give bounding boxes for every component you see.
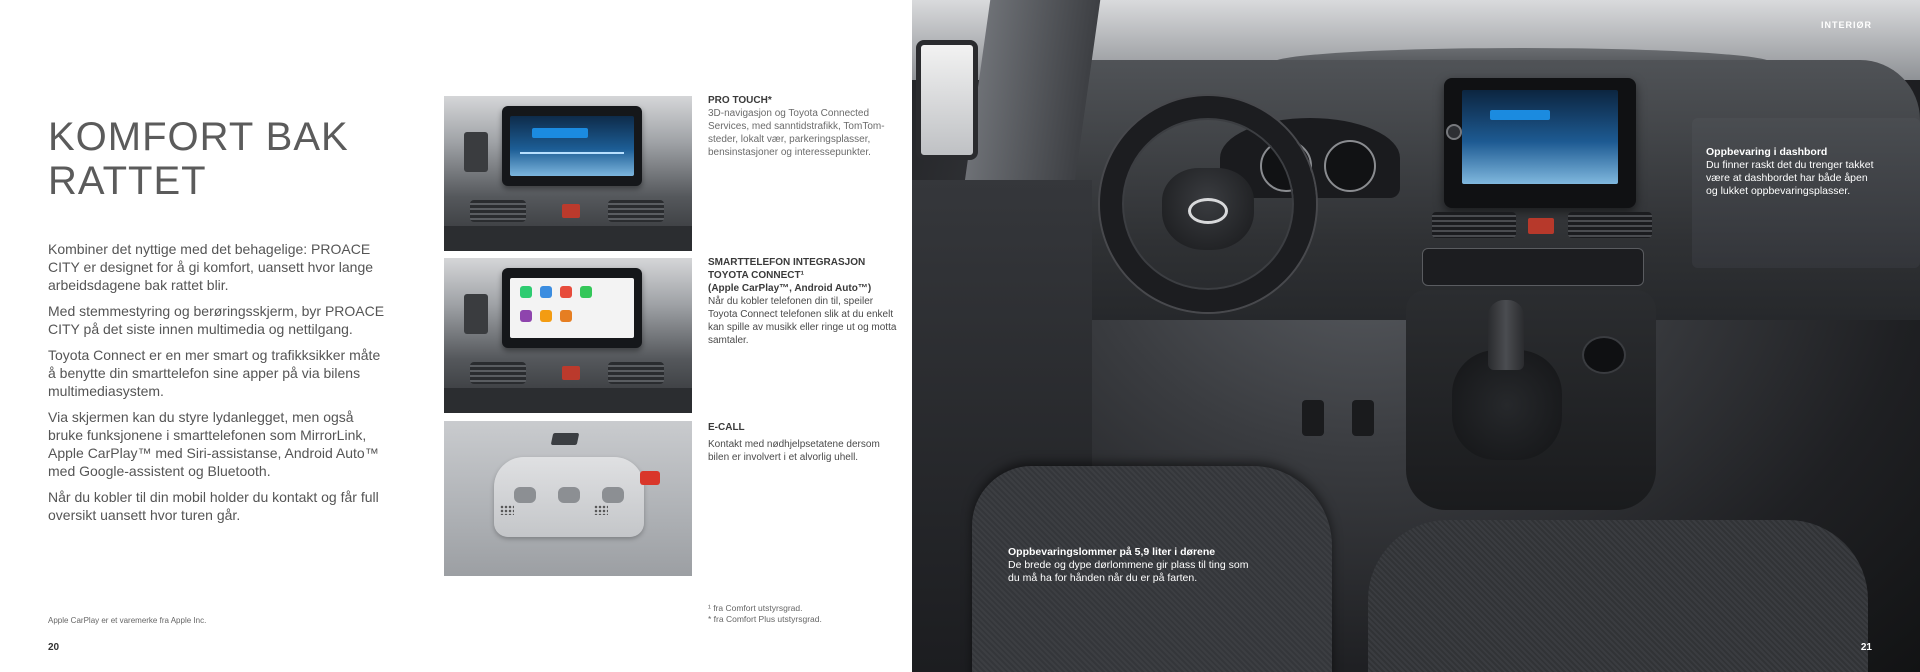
feature-caption (708, 94, 898, 159)
pedal (1302, 400, 1324, 436)
pro-touch-photo (444, 96, 692, 251)
feature-caption (708, 256, 898, 347)
climate-control (1422, 248, 1644, 286)
hazard-button (562, 366, 580, 380)
footnotes (708, 603, 822, 625)
air-vent (608, 362, 664, 384)
roof-button (514, 487, 536, 503)
sos-button (640, 471, 660, 485)
air-vent (1432, 212, 1516, 238)
touchscreen (502, 268, 642, 348)
feature-title: E-CALL (708, 422, 745, 433)
left-page (0, 0, 912, 672)
microphone-icon (500, 505, 514, 515)
footnote: ¹ fra Comfort utstyrsgrad. (708, 603, 803, 613)
music-app-icon (560, 286, 572, 298)
maps-app-icon (540, 286, 552, 298)
air-vent (608, 200, 664, 222)
podcasts-app-icon (520, 310, 532, 322)
body-paragraph: Via skjermen kan du styre lydanlegget, men også bruke funksjonene i smarttelefonen som MirrorLink, Apple CarPlay™ med Siri-assistanse, Android Auto™ med Google-assistent og Bluetooth. (48, 409, 379, 479)
microphone-icon (594, 505, 608, 515)
navigation-screen (510, 116, 634, 176)
roof-light (551, 433, 580, 445)
body-paragraph: Med stemmestyring og berøringsskjerm, byr PROACE CITY på det siste innen multimedia og nettilgang. (48, 303, 385, 337)
feature-title: SMARTTELEFON INTEGRASJON TOYOTA CONNECT¹ (708, 257, 866, 281)
roof-button (602, 487, 624, 503)
side-mirror (916, 40, 978, 160)
touchscreen (1444, 78, 1636, 208)
phone-app-icon (520, 286, 532, 298)
pedal (1352, 400, 1374, 436)
body-paragraph: Når du kobler til din mobil holder du kontakt og får full oversikt uansett hvor turen går. (48, 489, 379, 523)
photo-caption-text: De brede og dype dørlommene gir plass til ting som du må ha for hånden når du er på farten. (1008, 559, 1249, 584)
overhead-console (494, 457, 644, 537)
dash-knob (464, 294, 488, 334)
photo-caption-title: Oppbevaring i dashbord (1706, 146, 1828, 158)
passenger-seat (1368, 520, 1868, 672)
page-number-left: 20 (48, 642, 60, 653)
carplay-photo (444, 258, 692, 413)
feature-title: PRO TOUCH* (708, 95, 772, 106)
body-text (48, 240, 388, 532)
cupholder (1582, 336, 1626, 374)
navigation-screen (1462, 90, 1618, 184)
touchscreen (502, 106, 642, 186)
settings-app-icon (560, 310, 572, 322)
ecall-photo (444, 421, 692, 576)
roof-button (558, 487, 580, 503)
page-number-right: 21 (1860, 642, 1872, 653)
audiobooks-app-icon (540, 310, 552, 322)
photo-caption-title: Oppbevaringslommer på 5,9 liter i dørene (1008, 546, 1216, 558)
messages-app-icon (580, 286, 592, 298)
hazard-button (562, 204, 580, 218)
photo-caption (1008, 546, 1258, 585)
feature-description: 3D-navigasjon og Toyota Connected Services, med sanntidstrafikk, TomTom-steder, lokalt vær, parkeringsplasser, bensinstasjoner og interessepunkter. (708, 108, 885, 158)
right-page-interior-photo (912, 0, 1920, 672)
volume-knob (1446, 124, 1462, 140)
gauge-icon (1324, 140, 1376, 192)
feature-caption (708, 421, 898, 464)
air-vent (1568, 212, 1652, 238)
air-vent (470, 362, 526, 384)
feature-description: Kontakt med nødhjelpsetatene dersom bilen er involvert i et alvorlig uhell. (708, 439, 880, 463)
trademark-note: Apple CarPlay er et varemerke fra Apple Inc. (48, 616, 207, 625)
page-title (48, 115, 349, 203)
feature-description: Når du kobler telefonen din til, speiler Toyota Connect telefonen slik at du enkelt kan spille av musikk eller ringe ut og motta samtaler. (708, 296, 897, 346)
body-paragraph: Kombiner det nyttige med det behagelige: PROACE CITY er designet for å gi komfort, uansett hvor lange arbeidsdagene bak rattet blir. (48, 241, 374, 293)
feature-subtitle: (Apple CarPlay™, Android Auto™) (708, 283, 872, 294)
photo-caption (1706, 146, 1876, 198)
body-paragraph: Toyota Connect er en mer smart og trafikksikker måte å benytte din smarttelefon sine apper på via bilens multimediasystem. (48, 347, 381, 399)
footnote: * fra Comfort Plus utstyrsgrad. (708, 614, 822, 624)
air-vent (470, 200, 526, 222)
photo-caption-text: Du finner raskt det du trenger takket være at dashbordet har både åpen og lukket oppbevaringsplasser. (1706, 159, 1874, 197)
carplay-screen (510, 278, 634, 338)
gear-lever (1488, 300, 1524, 370)
hazard-button (1528, 218, 1554, 234)
section-label: INTERIØR (1820, 20, 1872, 30)
page-title-line-2: RATTET (48, 158, 207, 203)
toyota-logo-icon (1188, 198, 1228, 224)
page-title-line-1: KOMFORT BAK (48, 114, 349, 159)
dash-knob (464, 132, 488, 172)
